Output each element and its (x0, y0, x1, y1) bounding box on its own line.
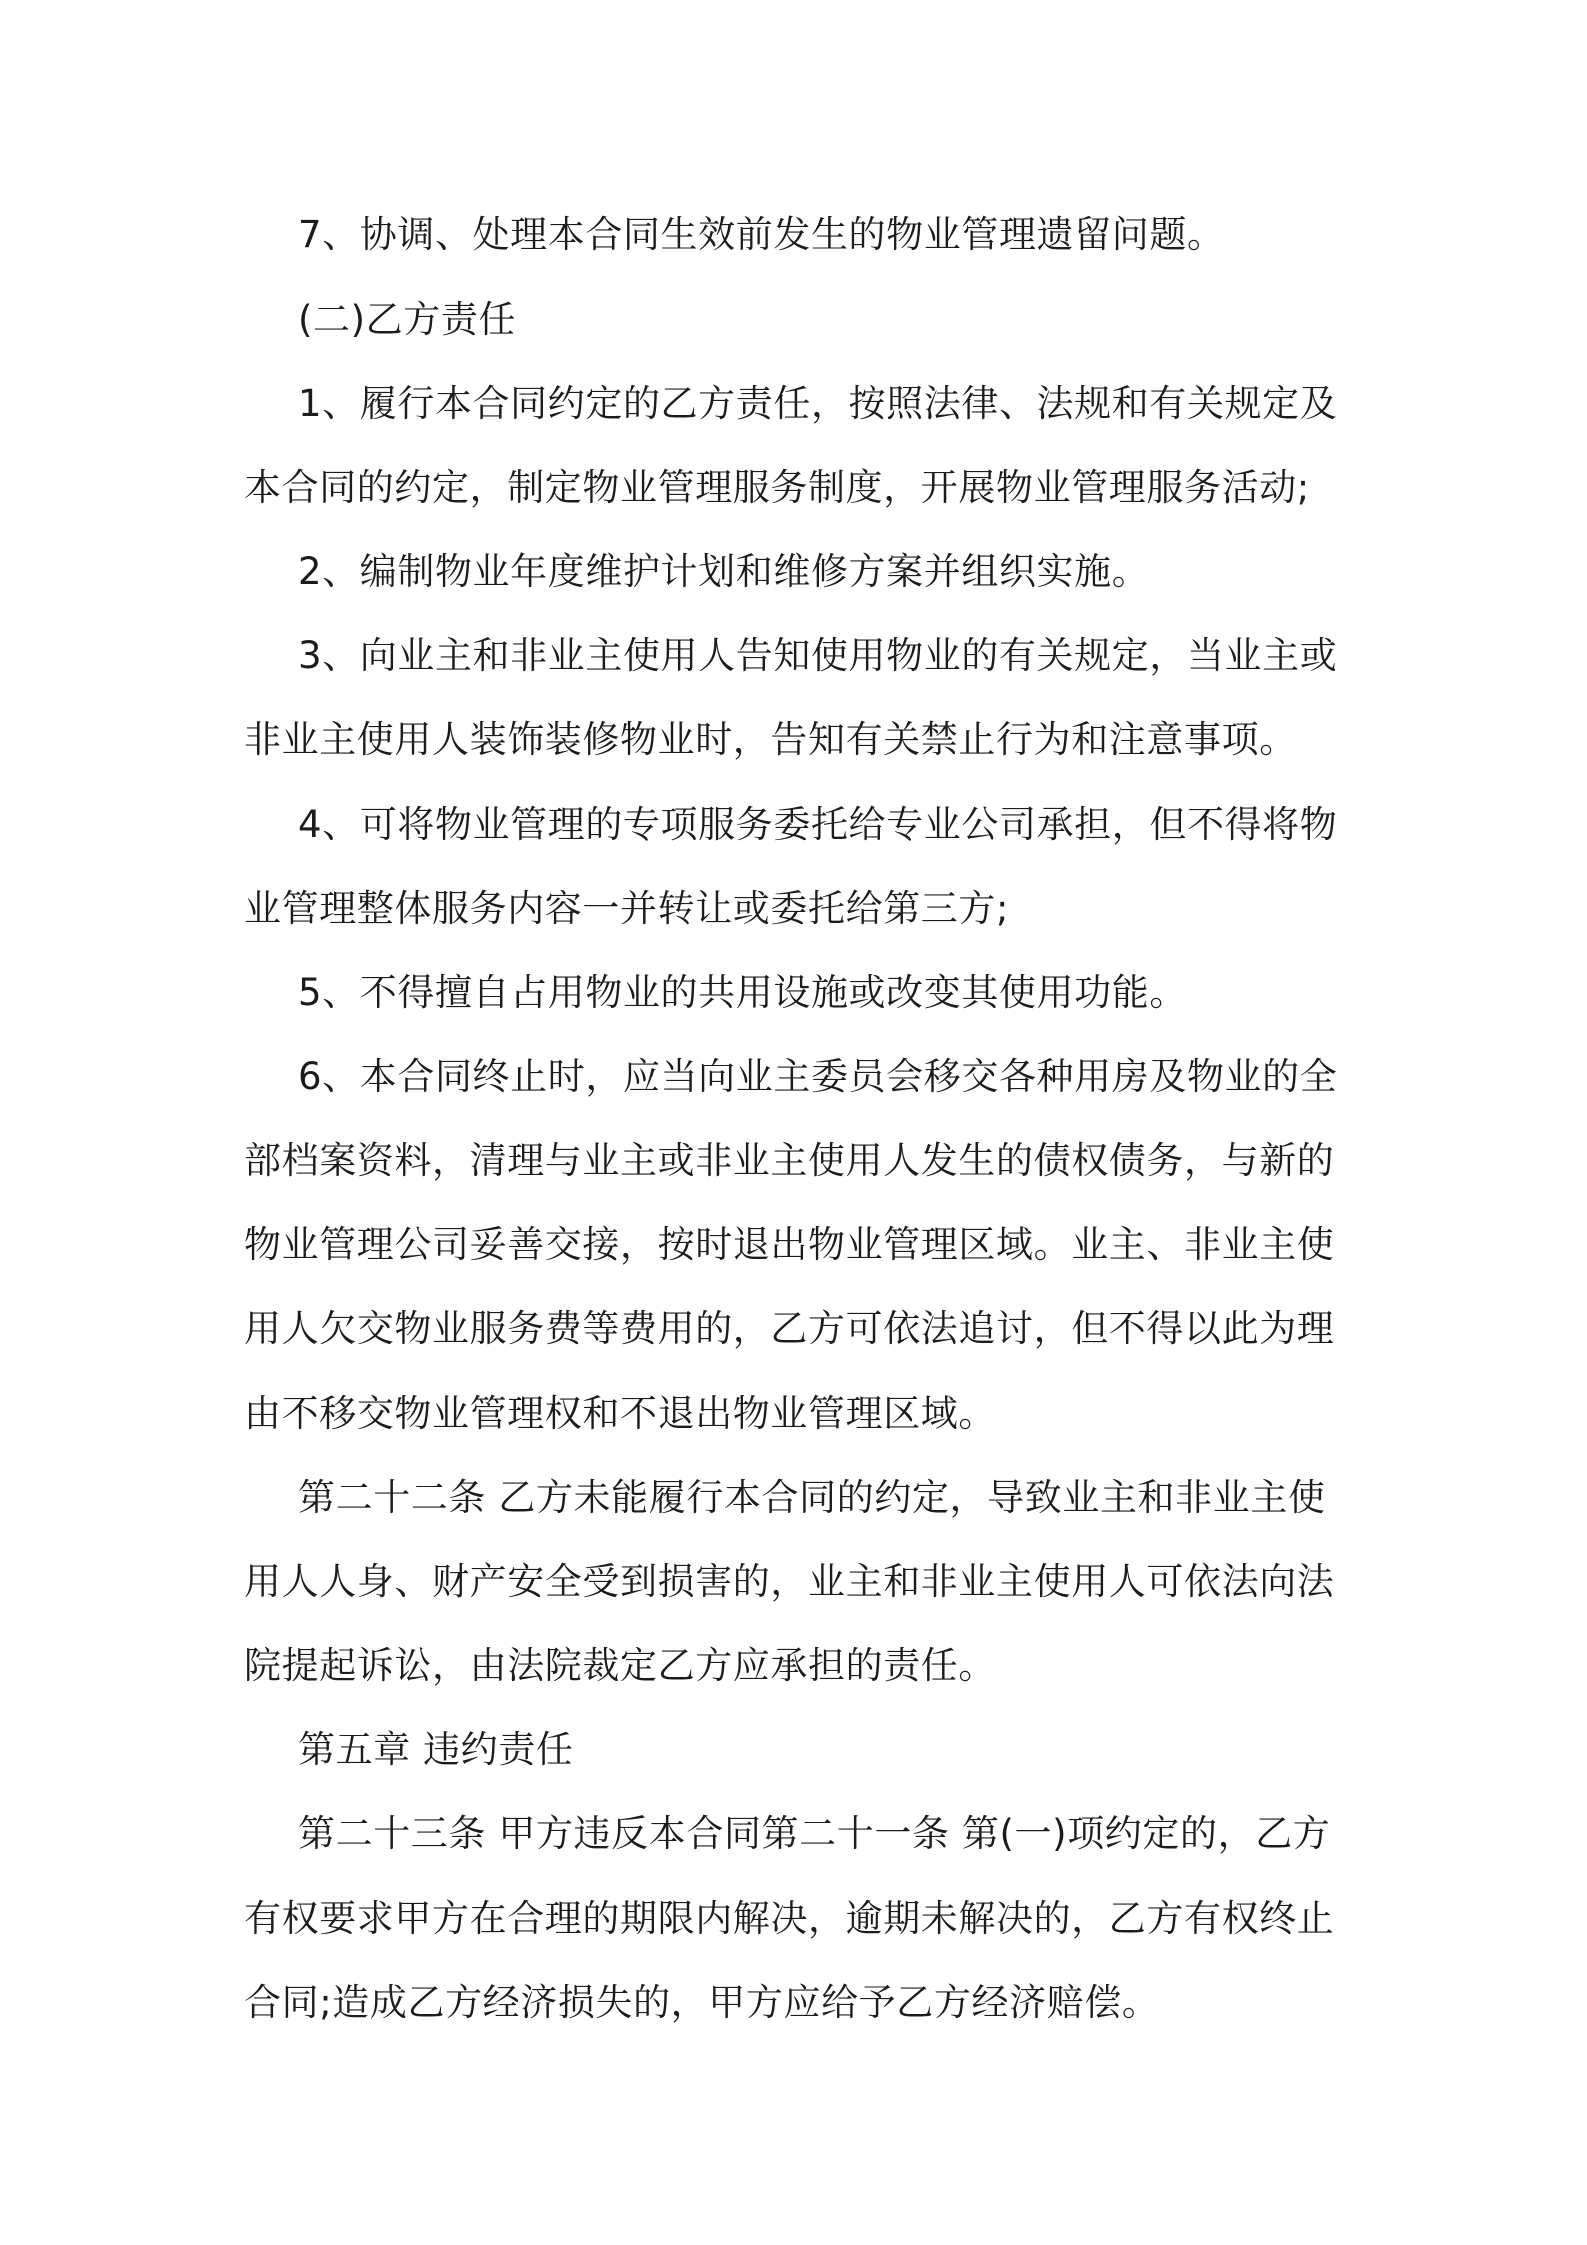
text-line: 用人欠交物业服务费等费用的，乙方可依法追讨，但不得以此为理 (244, 1307, 1335, 1350)
text-line: 物业管理公司妥善交接，按时退出物业管理区域。业主、非业主使 (244, 1223, 1335, 1266)
section-heading: (二)乙方责任 (298, 298, 517, 341)
text-line: 用人人身、财产安全受到损害的，业主和非业主使用人可依法向法 (244, 1560, 1335, 1603)
text-line: 1、履行本合同约定的乙方责任，按照法律、法规和有关规定及 (298, 382, 1338, 425)
text-line: 4、可将物业管理的专项服务委托给专业公司承担，但不得将物 (298, 803, 1338, 846)
text-line: 6、本合同终止时，应当向业主委员会移交各种用房及物业的全 (298, 1055, 1338, 1098)
text-line: 第二十二条 乙方未能履行本合同的约定，导致业主和非业主使 (298, 1476, 1326, 1519)
chapter-heading: 第五章 违约责任 (298, 1728, 574, 1771)
text-line: 本合同的约定，制定物业管理服务制度，开展物业管理服务活动; (244, 466, 1310, 509)
text-line: 有权要求甲方在合理的期限内解决，逾期未解决的，乙方有权终止 (244, 1897, 1335, 1940)
text-line: 院提起诉讼，由法院裁定乙方应承担的责任。 (244, 1644, 996, 1687)
text-line: 非业主使用人装饰装修物业时，告知有关禁止行为和注意事项。 (244, 718, 1297, 761)
text-line: 3、向业主和非业主使用人告知使用物业的有关规定，当业主或 (298, 634, 1338, 677)
text-line: 7、协调、处理本合同生效前发生的物业管理遗留问题。 (298, 213, 1225, 256)
text-line: 业管理整体服务内容一并转让或委托给第三方; (244, 887, 1010, 930)
text-line: 2、编制物业年度维护计划和维修方案并组织实施。 (298, 550, 1150, 593)
text-line: 部档案资料，清理与业主或非业主使用人发生的债权债务，与新的 (244, 1139, 1335, 1182)
text-line: 第二十三条 甲方违反本合同第二十一条 第(一)项约定的，乙方 (298, 1812, 1331, 1855)
text-line: 5、不得擅自占用物业的共用设施或改变其使用功能。 (298, 971, 1187, 1014)
text-line: 由不移交物业管理权和不退出物业管理区域。 (244, 1392, 996, 1435)
text-line: 合同;造成乙方经济损失的，甲方应给予乙方经济赔偿。 (244, 1981, 1160, 2024)
